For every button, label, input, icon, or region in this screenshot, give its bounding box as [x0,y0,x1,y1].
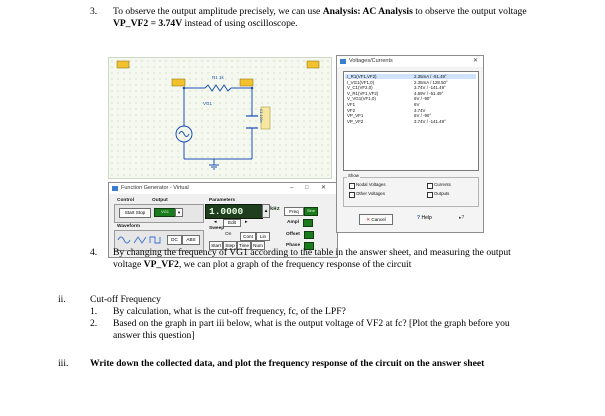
ampl-label: Ampl [287,220,299,225]
capacitor-label: C1 100n [259,109,263,123]
resistor-symbol [205,85,231,91]
freq-button[interactable]: Freq [284,207,304,216]
value-row-value: 6V / -90° [414,96,432,102]
fg-titlebar[interactable] [109,183,337,194]
sweep-on-label: On [225,232,232,237]
section-ii-heading: Cut-off Frequency [90,294,161,305]
junction-right [251,87,254,90]
vc-title: Voltages/Currents [349,58,393,64]
start-label: Start [124,210,135,215]
item3-text-b: to observe the output voltage [412,6,527,17]
fg-title: Function Generator - Virtual [121,185,189,191]
item4-line2 [113,259,411,271]
offset-button[interactable] [304,231,314,239]
value-row-value: 6V [414,102,420,107]
q2-line1: Based on the graph in part iii below, what is the output voltage of VF2 at fc? [Plot the graph before you [113,318,510,329]
cancel-button[interactable] [359,214,393,225]
frequency-display [205,204,263,219]
sine-wave-icon[interactable] [118,237,130,243]
value-row-value: 3.74V / -141.49° [414,118,446,124]
value-row-name: I_R1(VF1,VF2) [347,74,377,79]
triangle-wave-icon[interactable] [134,237,146,243]
output-label: Output [152,198,168,203]
display-arrows-icon[interactable]: ▲ [262,204,270,218]
outputs-label: Outputs [434,191,450,196]
currents-label: Currents [434,182,451,187]
value-row-name: V_C1(VF2,0) [347,85,373,91]
phase-label: Phase [286,243,301,248]
probe-right-corner [307,61,319,68]
cancel-x-icon: ✕ [366,217,371,222]
item3-line2-rest: instead of using oscilloscope. [182,18,298,29]
item3-line1 [113,6,593,18]
control-label: Control [117,198,135,203]
lin-button[interactable]: Lin [256,232,270,241]
item4-number: 4. [90,247,98,258]
currents-checkbox[interactable] [427,183,433,189]
item4-text-b: voltage [113,259,144,270]
value-row-name: V_VG1(VF1,0) [347,96,376,102]
section-ii-numeral: ii. [58,294,66,305]
sweep-time-button[interactable]: Time [238,243,250,248]
circuit-schematic [108,57,332,179]
voltages-currents-window [336,55,484,233]
probe-vf1 [172,79,185,86]
value-row-value: 2.35mA / -51.49° [414,74,447,79]
waveform-label: Waveform [117,224,141,229]
value-row-value: 2.35mA / 128.50° [414,79,448,85]
edit-button[interactable]: Edit [223,219,241,227]
help-label: Help [421,215,432,221]
q2-number: 2. [90,318,98,329]
item3-text-a: To observe the output amplitude precisely, we can use [113,6,323,17]
item4-line1: By changing the frequency of VG1 according to the table in the answer sheet, and measuring the output [113,247,511,258]
maximize-icon[interactable]: □ [305,185,309,191]
value-row-value: 6V / -90° [414,113,432,119]
square-wave-icon[interactable] [150,237,160,243]
display-value: 1.0000 [209,206,244,217]
item3-bold-a: Analysis: AC Analysis [322,6,413,17]
sweep-num-button[interactable]: Num [251,241,265,250]
junction-left [183,87,186,90]
nodal-voltages-label: Nodal Voltages [356,182,386,187]
sweep-label: Sweep [209,226,225,231]
value-row-value: 3.74V / -141.49° [414,85,446,91]
display-unit: kHz [270,205,280,212]
vc-titlebar[interactable] [337,56,483,67]
output-select[interactable]: VG1 [154,208,176,217]
value-row-value: 4.69V / -51.49° [414,90,444,96]
freq-type-button[interactable]: Sine [304,207,318,216]
output-dropdown-icon[interactable]: ▾ [175,208,183,217]
item3-line2 [113,18,298,30]
section-iii-heading: Write down the collected data, and plot the frequency response of the circuit on the answer sheet [90,358,485,369]
source-label: VG1 [203,101,213,106]
sweep-start-button[interactable]: Start [209,241,223,250]
nodal-voltages-checkbox[interactable] [349,183,355,189]
q1-text: By calculation, what is the cut-off frequency, fc, of the LPF? [113,306,346,317]
values-list[interactable] [343,71,479,171]
vc-app-icon [340,59,346,64]
show-label: Show [348,173,359,178]
help-button[interactable] [417,215,432,221]
sweep-step-button[interactable]: Step [223,241,237,250]
offset-label: Offset [286,232,300,237]
value-row-name: VP_VF2 [347,118,364,124]
parameters-label: Parameters [209,198,236,203]
decrement-icon[interactable]: ◂ [214,219,217,225]
vc-close-icon[interactable]: ✕ [473,58,479,64]
probe-left-corner [117,61,129,68]
minimize-icon[interactable]: – [290,185,294,191]
value-row-name: V_R1(VF1,VF2) [347,90,379,96]
stop-label: Stop [135,210,146,215]
cont-button[interactable]: Cont [240,232,256,241]
other-voltages-label: Other Voltages [356,191,386,196]
value-row-value: 3.74V [414,107,426,113]
item3-line2-bold: VP_VF2 = 3.74V [113,18,183,29]
item3-number: 3. [90,6,98,17]
resistor-label: R1 1k [212,75,224,80]
item4-text-c: , we can plot a graph of the frequency response of the circuit [178,259,412,270]
dc-button[interactable]: DC [167,235,182,245]
abs-button[interactable]: ABS [182,235,200,245]
increment-icon[interactable]: ▸ [245,219,248,225]
outputs-checkbox[interactable] [427,192,433,198]
item4-bold: VP_VF2 [143,259,179,270]
sine-glyph [179,132,189,137]
q2-line2: answer this question] [113,330,195,341]
probe-vf2 [240,79,253,86]
value-row-name: VP_VF1 [347,113,364,119]
cancel-label: Cancel [371,217,386,222]
value-row-name: VF2 [347,107,356,113]
value-row-name: I_VG1(VF1,0) [347,79,375,85]
close-icon[interactable]: ✕ [321,185,327,191]
value-row-name: VF1 [347,102,356,107]
q1-number: 1. [90,306,98,317]
ampl-button[interactable] [303,219,313,227]
context-help-icon[interactable]: ▸? [459,215,465,221]
app-icon [112,186,118,191]
section-iii-numeral: iii. [58,358,69,369]
help-icon: ? [417,215,421,221]
other-voltages-checkbox[interactable] [349,192,355,198]
waveform-icons [117,234,167,246]
start-stop-button[interactable] [119,208,151,218]
